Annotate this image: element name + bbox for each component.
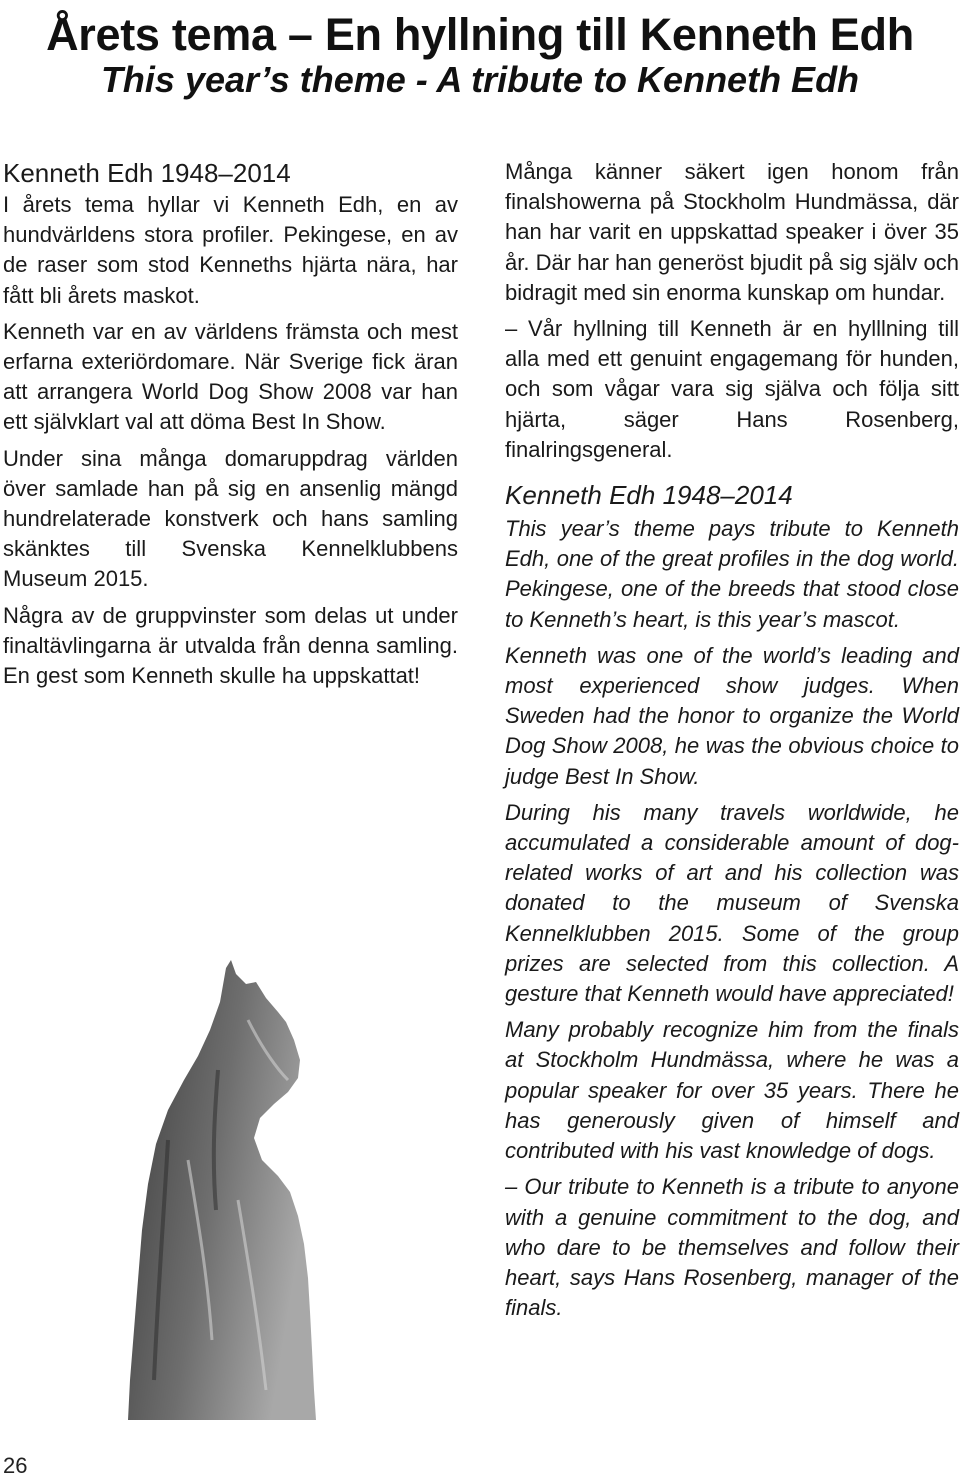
pekingese-dog-photo: [128, 960, 358, 1420]
page-title-swedish: Årets tema – En hyllning till Kenneth Edh: [46, 9, 914, 60]
page-title-english: This year’s theme - A tribute to Kenneth Edh: [100, 59, 860, 100]
paragraph-prizes-sv: Några av de gruppvinster som delas ut under finaltävlingarna är utvalda från denna samling. En gest som Kenneth skulle ha uppskattat!: [3, 602, 458, 689]
section-heading-english: Kenneth Edh 1948–2014: [505, 480, 793, 511]
paragraph-intro-en: This year’s theme pays tribute to Kenneth Edh, one of the great profiles in the dog world. Pekingese, one of the breeds that stood close to Kenneth’s heart, is this year’s mascot.: [505, 516, 959, 632]
section-heading-swedish: Kenneth Edh 1948–2014: [3, 158, 291, 188]
paragraph-collection-sv: Under sina många domaruppdrag världen över samlade han på sig en ansenlig mängd hundrelaterade konstverk och hans samling skänktes till Svenska Kennelklubbens Museum 2015.: [3, 445, 458, 592]
paragraph-quote-sv: – Vår hyllning till Kenneth är en hylllning till alla med ett genuint engagemang för hunden, och som vågar vara sig själva och följa sitt hjärta, säger Hans Rosenberg, finalringsgeneral.: [505, 316, 959, 462]
paragraph-judge-sv: Kenneth var en av världens främsta och mest erfarna exteriördomare. När Sverige fick äran att arrangera World Dog Show 2008 var han ett självklart val att döma Best In Show.: [3, 318, 458, 435]
paragraph-judge-en: Kenneth was one of the world’s leading and most experienced show judges. When Sweden had the honor to organize the World Dog Show 2008, he was the obvious choice to judge Best In Show.: [505, 642, 959, 789]
paragraph-quote-en: – Our tribute to Kenneth is a tribute to anyone with a genuine commitment to the dog, and who dare to be themselves and follow their heart, says Hans Rosenberg, manager of the finals.: [505, 1174, 959, 1321]
paragraph-speaker-sv: Många känner säkert igen honom från finalshowerna på Stockholm Hundmässa, där han har varit en uppskattad speaker i över 35 år. Där har han generöst bjudit på sig själv och bidragit med sin enorma kunskap om hundar.: [505, 159, 959, 305]
right-column: [505, 157, 959, 1329]
paragraph-collection-en: During his many travels worldwide, he accumulated a considerable amount of dog-related works of art and his collection was donated to the museum of Svenska Kennelklubben 2015. Some of the group prizes are selected from this collection. A gesture that Kenneth would have appreciated!: [505, 799, 959, 1007]
paragraph-speaker-en: Many probably recognize him from the finals at Stockholm Hundmässa, where he was a popular speaker for over 35 years. There he has generously given of himself and contributed with his vast knowledge of dogs.: [505, 1017, 959, 1164]
page-number: 26: [3, 1453, 28, 1478]
left-column-swedish: [3, 157, 458, 697]
paragraph-intro-sv: I årets tema hyllar vi Kenneth Edh, en av hundvärldens stora profiler. Pekingese, en av de raser som stod Kenneths hjärta nära, har fått bli årets maskot.: [3, 192, 458, 308]
